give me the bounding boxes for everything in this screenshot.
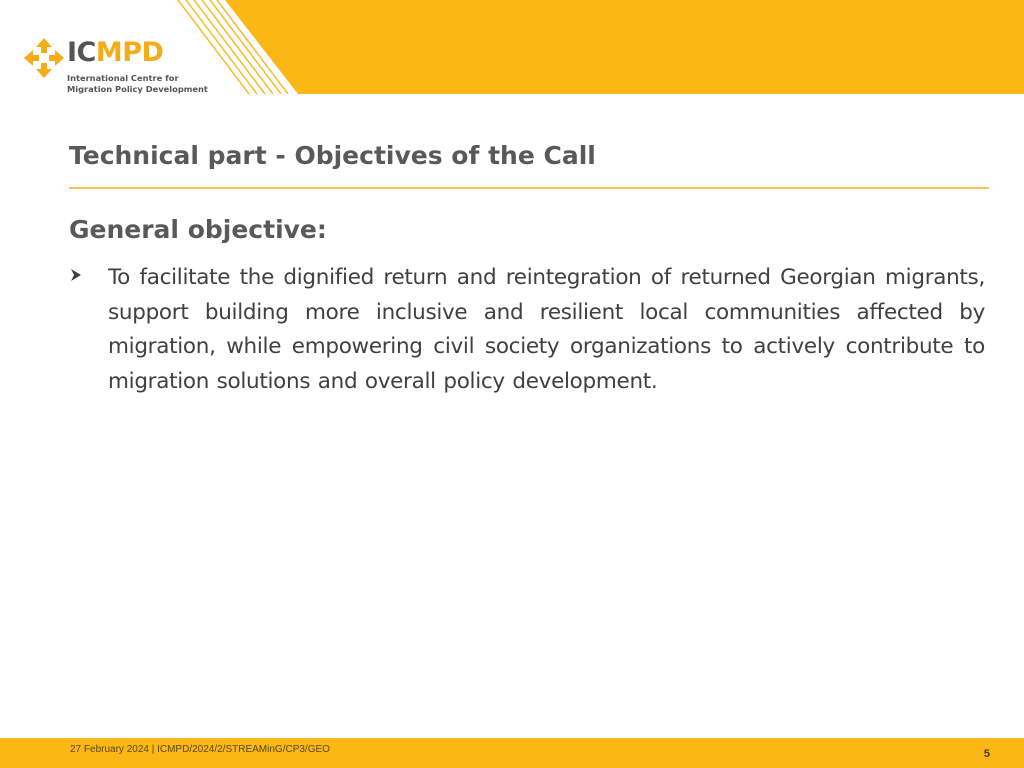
bullet-item: To facilitate the dignified return and reintegration of returned Georgian migrants, support building more inclusive and resilient local communities affected by migration, while empowering civil society organizations to actively contribute to migration solutions and overall policy development.: [108, 265, 985, 394]
title-divider: [69, 187, 989, 189]
logo-subtitle-line1: International Centre for: [67, 73, 179, 83]
icmpd-logo: [22, 36, 208, 98]
section-subheading: General objective:: [69, 215, 327, 244]
logo-subtitle-line2: Migration Policy Development: [67, 84, 208, 94]
logo-wordmark: ICMPD: [67, 37, 164, 68]
four-arrows-logo-icon: [22, 36, 66, 80]
arrowhead-bullet-icon: [70, 268, 82, 282]
slide-title: Technical part - Objectives of the Call: [69, 141, 596, 170]
logo-subtitle: [67, 73, 208, 95]
page-number: 5: [983, 748, 990, 760]
footer-text: 27 February 2024 | ICMPD/2024/2/STREAMinG/CP3/GEO: [70, 744, 330, 755]
